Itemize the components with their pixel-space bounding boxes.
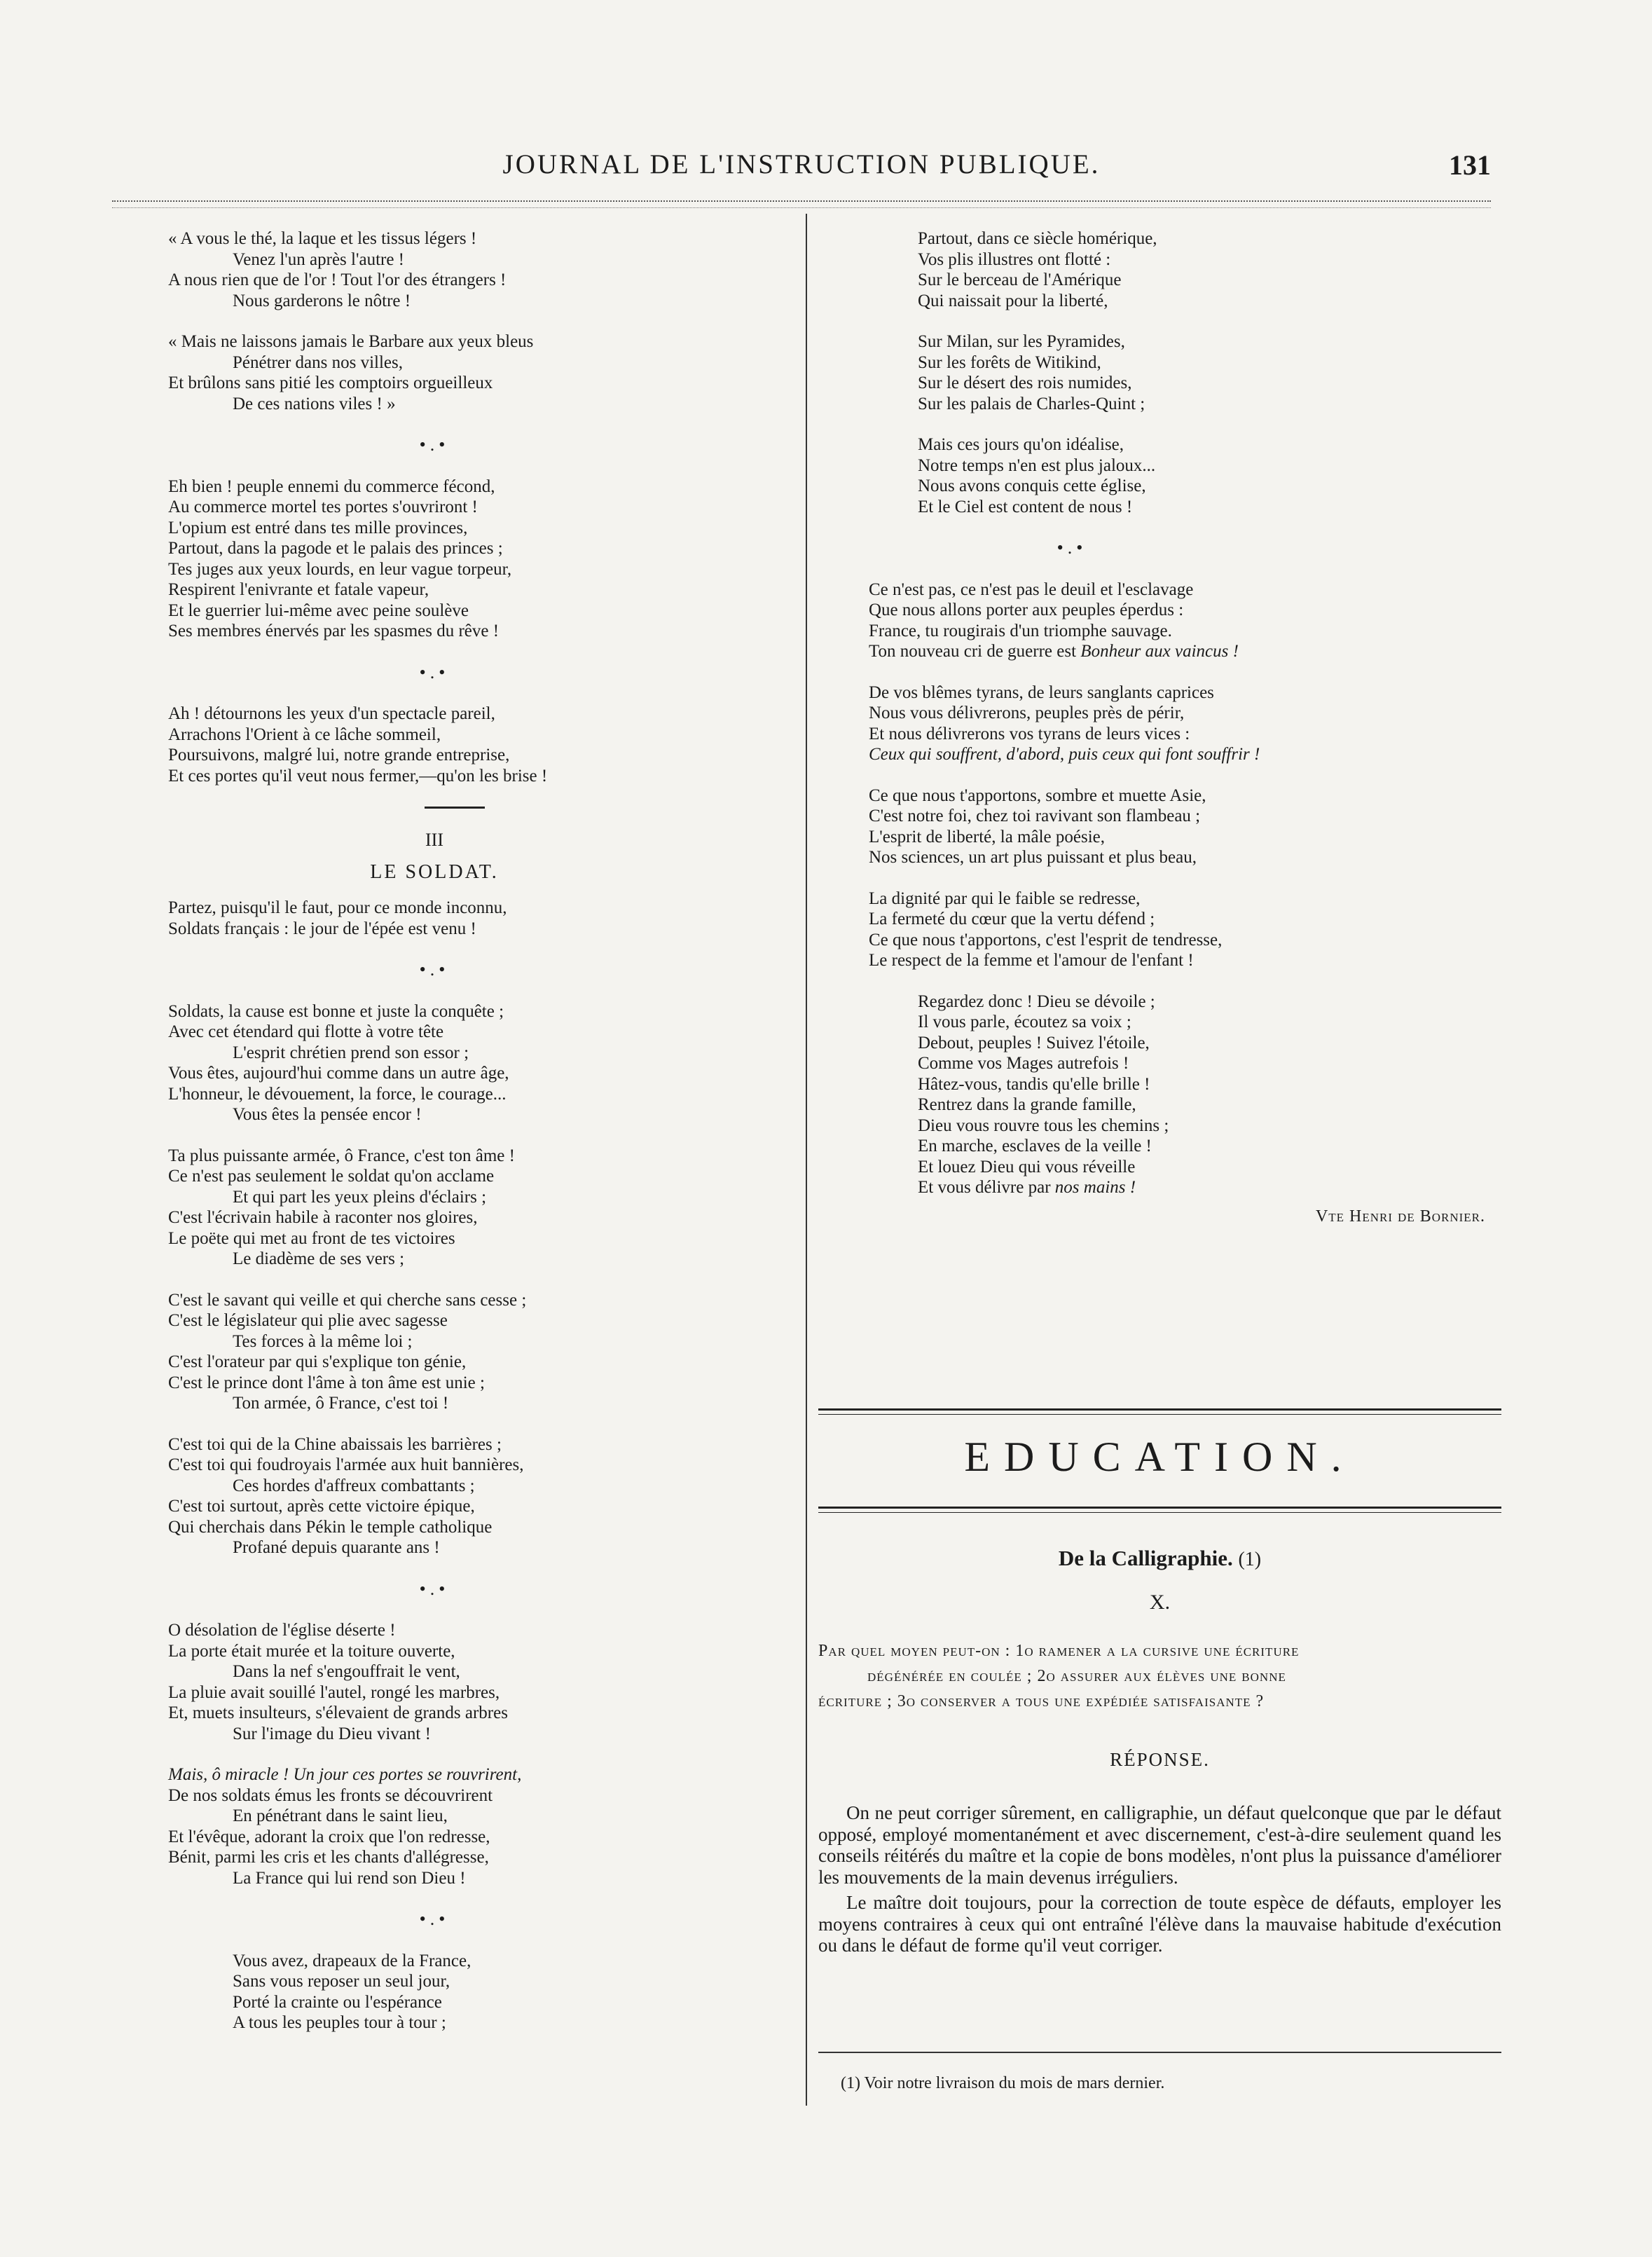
stanza xyxy=(869,434,1499,517)
column-divider xyxy=(806,214,807,2106)
stars-separator: •.• xyxy=(419,959,450,980)
verse-line: Eh bien ! peuple ennemi du commerce fécond, xyxy=(168,476,495,496)
verse-line: La pluie avait souillé l'autel, rongé les marbres, xyxy=(168,1682,500,1702)
verse-line: Le respect de la femme et l'amour de l'enfant ! xyxy=(869,951,1194,970)
verse-line: Vous avez, drapeaux de la France, xyxy=(233,1951,471,1970)
verse-line: Sur le berceau de l'Amérique xyxy=(918,270,1122,289)
verse-line: A tous les peuples tour à tour ; xyxy=(233,2013,446,2032)
verse-line: Pénétrer dans nos villes, xyxy=(233,352,404,372)
verse-line: Que nous allons porter aux peuples éperdus : xyxy=(869,601,1184,619)
footnote-mark: (1) xyxy=(1238,1549,1262,1570)
right-column xyxy=(869,228,1499,1227)
verse-line: Sur les forêts de Witikind, xyxy=(918,352,1101,372)
stanza xyxy=(869,579,1499,662)
verse-line: Sur le désert des rois numides, xyxy=(918,373,1132,392)
education-heading: EDUCATION. xyxy=(964,1434,1356,1480)
verse-line: Sur les palais de Charles-Quint ; xyxy=(918,394,1145,413)
stars-separator: •.• xyxy=(419,661,450,682)
verse-line: La porte était murée et la toiture ouverte, xyxy=(168,1641,455,1661)
question-line: dégénérée en coulée ; 2o assurer aux élèves une bonne xyxy=(867,1667,1286,1685)
verse-line: Et l'évêque, adorant la croix que l'on redresse, xyxy=(168,1827,490,1846)
verse-line: Notre temps n'en est plus jaloux... xyxy=(918,455,1156,475)
verse-line: Et le guerrier lui-même avec peine soulève xyxy=(168,601,469,620)
verse-text: Et vous délivre par xyxy=(918,1178,1055,1197)
stanza xyxy=(168,1620,701,1744)
verse-line: De nos soldats émus les fronts se découvrirent xyxy=(168,1785,493,1805)
question-line: écriture ; 3o conserver a tous une expédiée satisfaisante ? xyxy=(818,1692,1265,1710)
verse-line: Vous êtes la pensée encor ! xyxy=(233,1105,422,1124)
stanza xyxy=(869,992,1499,1198)
verse-line: Dans la nef s'engouffrait le vent, xyxy=(233,1662,460,1681)
verse-line: Venez l'un après l'autre ! xyxy=(233,249,405,269)
verse-line: Et qui part les yeux pleins d'éclairs ; xyxy=(233,1187,487,1207)
section-number: III xyxy=(425,830,443,850)
section-rule xyxy=(425,807,485,809)
verse-line: Nous garderons le nôtre ! xyxy=(233,291,411,310)
verse-line: Partez, puisqu'il le faut, pour ce monde inconnu, xyxy=(168,898,507,917)
stanza-lines xyxy=(918,992,1499,1178)
verse-line: La dignité par qui le faible se redresse, xyxy=(869,889,1141,908)
verse-line: Vos plis illustres ont flotté : xyxy=(918,249,1111,269)
verse-line: Et le Ciel est content de nous ! xyxy=(918,497,1133,516)
verse-line: Sans vous reposer un seul jour, xyxy=(233,1972,450,1991)
stanza xyxy=(869,228,1499,311)
stanza xyxy=(869,682,1499,765)
verse-line: Au commerce mortel tes portes s'ouvriront ! xyxy=(168,498,478,516)
verse-line: Ces hordes d'affreux combattants ; xyxy=(233,1476,475,1495)
verse-line: Nos sciences, un art plus puissant et plus beau, xyxy=(869,848,1197,867)
verse-line: C'est le prince dont l'âme à ton âme est unie ; xyxy=(168,1373,485,1392)
poem-signature: Vte Henri de Bornier. xyxy=(1315,1207,1485,1226)
verse-line: Bénit, parmi les cris et les chants d'allégresse, xyxy=(168,1848,489,1867)
stanza xyxy=(168,1951,701,2033)
verse-line: Hâtez-vous, tandis qu'elle brille ! xyxy=(918,1074,1150,1094)
verse-line: Tes juges aux yeux lourds, en leur vague torpeur, xyxy=(168,559,512,579)
verse-line: C'est toi qui de la Chine abaissais les barrières ; xyxy=(168,1434,502,1454)
verse-line: Tes forces à la même loi ; xyxy=(233,1331,413,1351)
question-line: Par quel moyen peut-on : 1o ramener a la cursive une écriture xyxy=(818,1642,1300,1660)
section-double-rule xyxy=(818,1507,1501,1513)
verse-line: A nous rien que de l'or ! Tout l'or des étrangers ! xyxy=(168,270,507,289)
verse-line: Et, muets insulteurs, s'élevaient de grands arbres xyxy=(168,1703,508,1722)
article-title xyxy=(818,1546,1501,1571)
verse-line: Avec cet étendard qui flotte à votre tête xyxy=(168,1022,444,1041)
verse-line: Partout, dans ce siècle homérique, xyxy=(918,229,1157,248)
verse-line: C'est notre foi, chez toi ravivant son flambeau ; xyxy=(869,807,1201,825)
verse-line: Ah ! détournons les yeux d'un spectacle pareil, xyxy=(168,704,495,723)
verse-line: L'honneur, le dévouement, la force, le courage... xyxy=(168,1084,507,1104)
paragraph: Le maître doit toujours, pour la correction de toute espèce de défauts, employer les moyens contraires à ceux qui ont entraîné l'élève dans la mauvaise habitude d'exécution ou dans le défaut de forme qu'il veut corriger. xyxy=(818,1892,1501,1956)
stanza xyxy=(168,1146,701,1270)
verse-line: « Mais ne laissons jamais le Barbare aux yeux bleus xyxy=(168,332,534,351)
header-rule xyxy=(112,200,1491,202)
verse-line: C'est l'écrivain habile à raconter nos gloires, xyxy=(168,1208,478,1227)
article-title-text: De la Calligraphie. xyxy=(1058,1546,1233,1570)
verse-line: Ce n'est pas seulement le soldat qu'on acclame xyxy=(168,1167,495,1186)
verse-line: Ton armée, ô France, c'est toi ! xyxy=(233,1394,449,1413)
left-column xyxy=(168,228,701,2054)
stanza xyxy=(168,1434,701,1558)
verse-line: Nous avons conquis cette église, xyxy=(918,476,1146,495)
verse-line: Vous êtes, aujourd'hui comme dans un autre âge, xyxy=(168,1064,509,1083)
stars-separator: •.• xyxy=(1056,537,1087,558)
stanza-lines xyxy=(869,579,1499,662)
verse-line: Respirent l'enivrante et fatale vapeur, xyxy=(168,580,429,599)
verse-line: Porté la crainte ou l'espérance xyxy=(233,1992,442,2012)
paragraph: On ne peut corriger sûrement, en calligraphie, un défaut quelconque que par le défaut opposé, employé momentanément et avec discernement, c'est-à-dire seulement quand les conseils réitérés du maître et la copie de bons modèles, n'ont plus la puissance d'améliorer les mouvements de la main devenus irréguliers. xyxy=(818,1802,1501,1888)
verse-line: Il vous parle, écoutez sa voix ; xyxy=(918,1013,1131,1031)
verse-line: Arrachons l'Orient à ce lâche sommeil, xyxy=(168,725,441,744)
verse-line: C'est l'orateur par qui s'explique ton génie, xyxy=(168,1352,467,1371)
verse-line: Nous vous délivrerons, peuples près de périr, xyxy=(869,704,1185,722)
reponse-heading: RÉPONSE. xyxy=(1110,1749,1210,1770)
stanza xyxy=(168,1001,701,1125)
verse-line: L'esprit chrétien prend son essor ; xyxy=(233,1043,469,1062)
footnote-rule xyxy=(818,2052,1501,2053)
verse-line: C'est toi qui foudroyais l'armée aux huit bannières, xyxy=(168,1455,524,1474)
stanza xyxy=(869,331,1499,414)
journal-title: JOURNAL DE L'INSTRUCTION PUBLIQUE. xyxy=(502,149,1101,179)
verse-line: Le diadème de ses vers ; xyxy=(233,1249,405,1268)
verse-line: Sur l'image du Dieu vivant ! xyxy=(233,1724,431,1743)
page-number: 131 xyxy=(1449,149,1491,181)
footnote: (1) Voir notre livraison du mois de mars dernier. xyxy=(841,2074,1165,2092)
verse-line: En marche, esclaves de la veille ! xyxy=(918,1137,1152,1155)
verse-line: Poursuivons, malgré lui, notre grande entreprise, xyxy=(168,746,510,764)
verse-line: C'est le savant qui veille et qui cherche sans cesse ; xyxy=(168,1290,527,1310)
verse-line: Dieu vous rouvre tous les chemins ; xyxy=(918,1116,1169,1135)
verse-italic: nos mains ! xyxy=(1054,1178,1136,1197)
verse-line: Partout, dans la pagode et le palais des princes ; xyxy=(168,539,503,558)
stars-separator: •.• xyxy=(419,1578,450,1599)
verse-line: Le poëte qui met au front de tes victoires xyxy=(168,1228,455,1248)
stars-separator: •.• xyxy=(419,434,450,455)
stanza xyxy=(869,786,1499,868)
verse-line: Mais ces jours qu'on idéalise, xyxy=(918,435,1124,454)
stanza xyxy=(168,898,701,939)
verse-line: Sur Milan, sur les Pyramides, xyxy=(918,332,1125,351)
verse-line: Ceux qui souffrent, d'abord, puis ceux qui font souffrir ! xyxy=(869,745,1260,764)
verse-line: Comme vos Mages autrefois ! xyxy=(918,1054,1129,1073)
article-body xyxy=(818,1802,1501,1961)
verse-line: O désolation de l'église déserte ! xyxy=(168,1621,396,1640)
verse-italic: Bonheur aux vaincus ! xyxy=(1080,642,1239,661)
verse-line: En pénétrant dans le saint lieu, xyxy=(233,1806,448,1825)
verse-line: Ta plus puissante armée, ô France, c'est ton âme ! xyxy=(168,1146,515,1165)
verse-line: Soldats français : le jour de l'épée est venu ! xyxy=(168,919,476,938)
verse-line: La fermeté du cœur que la vertu défend ; xyxy=(869,910,1155,928)
verse-line: Mais, ô miracle ! Un jour ces portes se rouvrirent, xyxy=(168,1765,522,1784)
stanza xyxy=(168,1290,701,1414)
verse-line: Debout, peuples ! Suivez l'étoile, xyxy=(918,1033,1150,1052)
verse-line: Regardez donc ! Dieu se dévoile ; xyxy=(918,992,1155,1011)
verse-line: « A vous le thé, la laque et les tissus légers ! xyxy=(168,229,477,248)
verse-line: C'est toi surtout, après cette victoire épique, xyxy=(168,1497,475,1516)
verse-line: La France qui lui rend son Dieu ! xyxy=(233,1868,466,1888)
stanza xyxy=(168,228,701,311)
verse-line: C'est le législateur qui plie avec sagesse xyxy=(168,1311,448,1330)
stanza xyxy=(168,1764,701,1888)
verse-line: Qui cherchais dans Pékin le temple catholique xyxy=(168,1517,493,1537)
section-double-rule xyxy=(818,1408,1501,1415)
stanza xyxy=(168,704,701,786)
stanza xyxy=(168,476,701,642)
verse-line: Ce que nous t'apportons, c'est l'esprit de tendresse, xyxy=(869,930,1223,949)
verse-line: Profané depuis quarante ans ! xyxy=(233,1538,440,1557)
verse-line: Ses membres énervés par les spasmes du rêve ! xyxy=(168,622,500,640)
verse-line: L'esprit de liberté, la mâle poésie, xyxy=(869,827,1106,846)
verse-line: France, tu rougirais d'un triomphe sauvage. xyxy=(869,621,1172,640)
verse-line: Ce que nous t'apportons, sombre et muette Asie, xyxy=(869,786,1206,805)
stanza xyxy=(168,331,701,414)
stanza-lines xyxy=(869,682,1499,745)
verse-line: Soldats, la cause est bonne et juste la conquête ; xyxy=(168,1001,504,1021)
verse-line: L'opium est entré dans tes mille provinces, xyxy=(168,518,468,537)
section-title: LE SOLDAT. xyxy=(370,860,499,883)
verse-line: Ton nouveau cri de guerre est Bonheur aux vaincus ! xyxy=(869,642,1239,661)
verse-line: De ces nations viles ! » xyxy=(233,394,396,413)
article-question xyxy=(818,1638,1501,1714)
stars-separator: •.• xyxy=(419,1909,450,1929)
header-rule-secondary xyxy=(112,207,1491,208)
verse-line: Et louez Dieu qui vous réveille xyxy=(918,1157,1136,1176)
verse-line: Et brûlons sans pitié les comptoirs orgueilleux xyxy=(168,373,493,392)
verse-line: Et nous délivrerons vos tyrans de leurs vices : xyxy=(869,724,1190,743)
page-header xyxy=(112,149,1491,191)
verse-line xyxy=(918,1177,1499,1198)
verse-line: De vos blêmes tyrans, de leurs sanglants caprices xyxy=(869,682,1214,702)
stanza xyxy=(869,889,1499,971)
verse-line: Rentrez dans la grande famille, xyxy=(918,1095,1136,1114)
verse-line: Qui naissait pour la liberté, xyxy=(918,291,1108,310)
article-roman-number: X. xyxy=(1149,1591,1171,1614)
verse-line: Ce n'est pas, ce n'est pas le deuil et l'esclavage xyxy=(869,579,1194,599)
verse-line: Et ces portes qu'il veut nous fermer,—qu'on les brise ! xyxy=(168,766,548,786)
